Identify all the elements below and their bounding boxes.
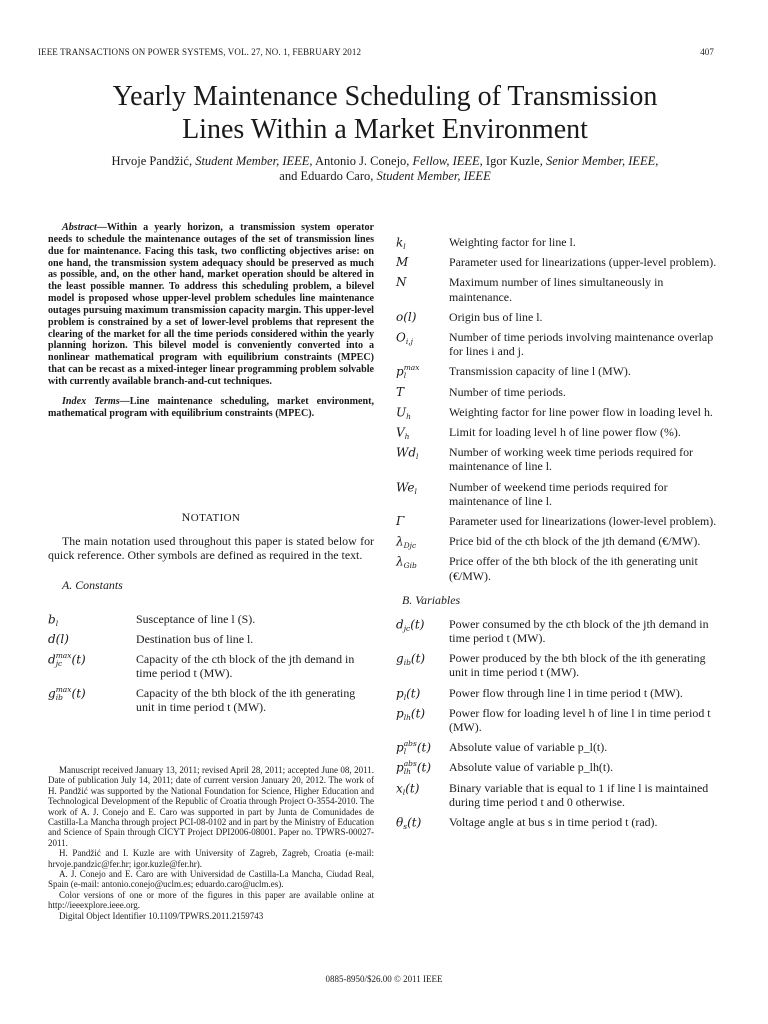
notation-symbol: Wd l bbox=[396, 445, 419, 462]
subsection-constants: A. Constants bbox=[62, 578, 123, 592]
author-name: Eduardo Caro, bbox=[300, 169, 374, 183]
notation-symbol: p abs l (t) bbox=[396, 739, 431, 757]
notation-description: Number of weekend time periods required for maintenance of line l. bbox=[449, 479, 668, 508]
notation-row bbox=[396, 686, 726, 700]
notation-row bbox=[396, 706, 726, 734]
footnote-paragraph: Color versions of one or more of the figures in this paper are available online at http://ieeexplore.ieee.org. bbox=[48, 889, 374, 911]
notation-row bbox=[48, 652, 374, 686]
author-name: Igor Kuzle, bbox=[485, 154, 543, 168]
notation-row bbox=[396, 363, 726, 381]
notation-description: Price bid of the cth block of the jth demand (€/MW). bbox=[449, 534, 701, 549]
notation-row bbox=[396, 739, 726, 757]
notation-row bbox=[396, 534, 726, 551]
author-name: Antonio J. Conejo, bbox=[314, 154, 410, 168]
notation-symbol: o(l) bbox=[396, 309, 417, 324]
notation-description: Weighting factor for line l. bbox=[449, 235, 576, 249]
notation-symbol: b l bbox=[48, 612, 59, 628]
notation-symbol: p max l bbox=[396, 363, 420, 381]
notation-row bbox=[396, 759, 726, 777]
notation-description: Limit for loading level h of line power flow (%). bbox=[449, 425, 681, 440]
notation-row bbox=[48, 686, 374, 720]
notation-description: Absolute value of variable p_l(t). bbox=[449, 740, 608, 755]
notation-symbol: N bbox=[396, 275, 407, 290]
footnote-paragraph: H. Pandžić and I. Kuzle are with University of Zagreb, Zagreb, Croatia (e-mail: hrvoje.pandzic@fer.hr; igor.kuzle@fer.hr). bbox=[48, 848, 374, 869]
notation-description: Power produced by the bth block of the ith generating unit in time period t (MW). bbox=[449, 651, 706, 680]
notation-symbol: p l (t) bbox=[396, 686, 421, 702]
title-line-1: Yearly Maintenance Scheduling of Transmission bbox=[112, 81, 658, 112]
notation-row bbox=[396, 425, 726, 442]
notation-symbol: p lh (t) bbox=[396, 706, 426, 722]
notation-row bbox=[48, 612, 374, 632]
notation-row bbox=[396, 255, 726, 269]
index-terms-label: Index Terms bbox=[62, 395, 120, 407]
notation-symbol: λ Gib bbox=[396, 554, 417, 571]
notation-symbol: U h bbox=[396, 405, 411, 421]
notation-symbol: λ Djc bbox=[396, 534, 417, 551]
author-name: Hrvoje Pandžić bbox=[111, 154, 189, 168]
notation-symbol: x l (t) bbox=[396, 781, 420, 797]
author-affiliation: Fellow, IEEE, bbox=[412, 154, 483, 168]
footnote-paragraph: Manuscript received January 13, 2011; revised April 28, 2011; accepted June 08, 2011. Date of publication July 14, 2011; date of current version January 20, 2012. The work of H. Pandžić was supported by the National Foundation for Science, Higher Education and Technological Development of the Republic of Croatia through Project O-3554-2010. The work of A. J. Conejo and E. Caro was supported in part by Junta de Comunidades de Castilla-La Mancha through project PCI-08-0102 and in part by the Ministry of Education and Science of Spain through CICYT Project DPI2006-08001. Paper no. TPWRS-00027-2011. bbox=[48, 765, 374, 848]
copyright-footer: 0885-8950/$26.00 © 2011 IEEE bbox=[325, 974, 443, 984]
notation-description: Binary variable that is equal to 1 if line l is maintained during time period t and 0 otherwise. bbox=[449, 780, 709, 809]
title-line-2: Lines Within a Market Environment bbox=[182, 114, 588, 145]
notation-symbol: M bbox=[396, 255, 409, 270]
abstract-text: Within a yearly horizon, a transmission system operator needs to schedule the maintenance outages of the set of transmission lines due for maintenance. Facing this task, two conflicting objectives arise: on one hand, the transmission system adequacy should be preserved as much as possible, and, on the other hand, market operation should be altered in the least possible manner. To address this scheduling problem, a bilevel model is proposed whose upper-level problem schedules line maintenance outages pursuing maximum transmission capacity margin. This upper-level problem is constrained by a set of lower-level problems that represent the clearing of the market for all the time periods considered within the yearly planning horizon. This bilevel model is conveniently converted into a nonlinear mathematical program with equilibrium constraints (MPEC) that can be recast as a mixed-integer linear programming problem solvable with currently available branch-and-cut techniques. bbox=[48, 222, 374, 387]
section-heading-notation: NOTATION bbox=[181, 510, 241, 524]
notation-description: Capacity of the bth block of the ith generating unit in time period t (MW). bbox=[136, 686, 356, 715]
notation-description: Parameter used for linearizations (lower-level problem). bbox=[449, 514, 717, 529]
index-terms: Index Terms—Line maintenance scheduling, market environment, mathematical program with equilibrium constraints (MPEC). bbox=[48, 395, 374, 419]
notation-row bbox=[396, 275, 726, 303]
author-affiliation: Student Member, IEEE, bbox=[195, 154, 313, 168]
notation-symbol: d(l) bbox=[48, 632, 69, 646]
notation-description: Maximum number of lines simultaneously in maintenance. bbox=[449, 275, 664, 304]
notation-symbol: T bbox=[396, 384, 405, 399]
notation-right-column bbox=[396, 235, 726, 835]
abstract-label: Abstract bbox=[62, 222, 97, 233]
notation-description: Power consumed by the cth block of the jth demand in time period t (MW). bbox=[449, 616, 709, 646]
abstract: Abstract—Within a yearly horizon, a transmission system operator needs to schedule the maintenance outages of the set of transmission lines due for maintenance. Facing this task, two conflicting objectives arise: on one hand, the transmission system adequacy should be preserved as much as possible, and, on the other hand, market operation should be altered in the least possible manner. To address this scheduling problem, a bilevel model is proposed whose upper-level problem schedules line maintenance outages pursuing maximum transmission capacity margin. This upper-level problem is constrained by a set of lower-level problems that represent the clearing of the market for all the time periods considered within the yearly planning horizon. This bilevel model is conveniently converted into a nonlinear mathematical program with equilibrium constraints (MPEC) that can be recast as a mixed-integer linear programming problem solvable with currently available branch-and-cut techniques. bbox=[48, 222, 374, 387]
notation-row bbox=[396, 445, 726, 473]
author-affiliation: Student Member, IEEE bbox=[376, 169, 491, 183]
notation-row bbox=[396, 480, 726, 508]
notation-row bbox=[396, 617, 726, 645]
paper-title bbox=[40, 80, 730, 146]
notation-description: Number of working week time periods required for maintenance of line l. bbox=[449, 445, 694, 474]
notation-symbol: p abs lh (t) bbox=[396, 759, 431, 777]
notation-description: Power flow for loading level h of line l in time period t (MW). bbox=[449, 705, 711, 735]
author-affiliation: Senior Member, IEEE, bbox=[545, 154, 659, 168]
notation-row bbox=[396, 405, 726, 419]
variables-list bbox=[396, 616, 726, 832]
notation-row bbox=[396, 514, 726, 528]
journal-name: IEEE TRANSACTIONS ON POWER SYSTEMS, VOL. 27, NO. 1, FEBRUARY 2012 bbox=[38, 47, 362, 57]
constants-list-left bbox=[48, 612, 374, 720]
author-conjunction: and bbox=[279, 169, 298, 183]
notation-intro: The main notation used throughout this paper is stated below for quick reference. Other symbols are defined as required in the text. bbox=[48, 534, 374, 562]
notation-row bbox=[396, 385, 726, 399]
notation-symbol: k l bbox=[396, 235, 406, 251]
notation-description: Susceptance of line l (S). bbox=[136, 612, 256, 626]
notation-symbol: V h bbox=[396, 425, 410, 442]
notation-symbol: d jc (t) bbox=[396, 617, 425, 633]
index-terms-text: Line maintenance scheduling, market environment, mathematical program with equilibrium constraints (MPEC). bbox=[48, 395, 374, 419]
footnote-paragraph: A. J. Conejo and E. Caro are with Universidad de Castilla-La Mancha, Ciudad Real, Spain (e-mail: antonio.conejo@uclm.es; eduardo.caro@uclm.es). bbox=[48, 869, 374, 890]
notation-symbol: O i,j bbox=[396, 330, 413, 347]
notation-description: Absolute value of variable p_lh(t). bbox=[449, 760, 614, 775]
notation-row bbox=[396, 235, 726, 249]
subsection-variables: B. Variables bbox=[402, 592, 461, 607]
notation-row bbox=[48, 632, 374, 652]
constants-list-right bbox=[396, 235, 726, 583]
abstract-block bbox=[48, 222, 374, 420]
notation-description: Origin bus of line l. bbox=[449, 309, 543, 324]
notation-row bbox=[396, 554, 726, 582]
notation-row bbox=[396, 815, 726, 832]
notation-description: Destination bus of line l. bbox=[136, 632, 254, 646]
notation-symbol: θ s (t) bbox=[396, 815, 422, 832]
notation-symbol: g ib (t) bbox=[396, 651, 426, 668]
notation-description: Price offer of the bth block of the ith generating unit (€/MW). bbox=[449, 554, 698, 583]
page-number: 407 bbox=[700, 47, 714, 57]
notation-description: Parameter used for linearizations (upper-level problem). bbox=[449, 255, 717, 270]
notation-description: Power flow through line l in time period t (MW). bbox=[449, 685, 683, 700]
notation-symbol: d max jc (t) bbox=[48, 651, 86, 668]
notation-symbol: Γ bbox=[396, 514, 405, 529]
notation-description: Number of time periods involving maintenance overlap for lines i and j. bbox=[449, 330, 714, 359]
notation-symbol: g max ib (t) bbox=[48, 685, 86, 702]
footnote-paragraph: Digital Object Identifier 10.1109/TPWRS.2011.2159743 bbox=[59, 910, 264, 921]
notation-description: Capacity of the cth block of the jth demand in time period t (MW). bbox=[136, 652, 355, 681]
notation-symbol: We l bbox=[396, 480, 417, 496]
notation-row bbox=[396, 651, 726, 679]
notation-description: Number of time periods. bbox=[449, 384, 566, 399]
notation-description: Transmission capacity of line l (MW). bbox=[449, 364, 631, 379]
notation-row bbox=[396, 781, 726, 809]
notation-description: Weighting factor for line power flow in loading level h. bbox=[449, 404, 713, 419]
author-list: Hrvoje Pandžić, Student Member, IEEE, Antonio J. Conejo, Fellow, IEEE, Igor Kuzle, Senior Member, IEEE, and Eduardo Caro, Student Member, IEEE bbox=[111, 154, 659, 183]
notation-description: Voltage angle at bus s in time period t (rad). bbox=[449, 815, 658, 830]
notation-row bbox=[396, 310, 726, 324]
footnote bbox=[48, 765, 374, 921]
notation-row bbox=[396, 330, 726, 358]
running-header bbox=[38, 47, 714, 57]
